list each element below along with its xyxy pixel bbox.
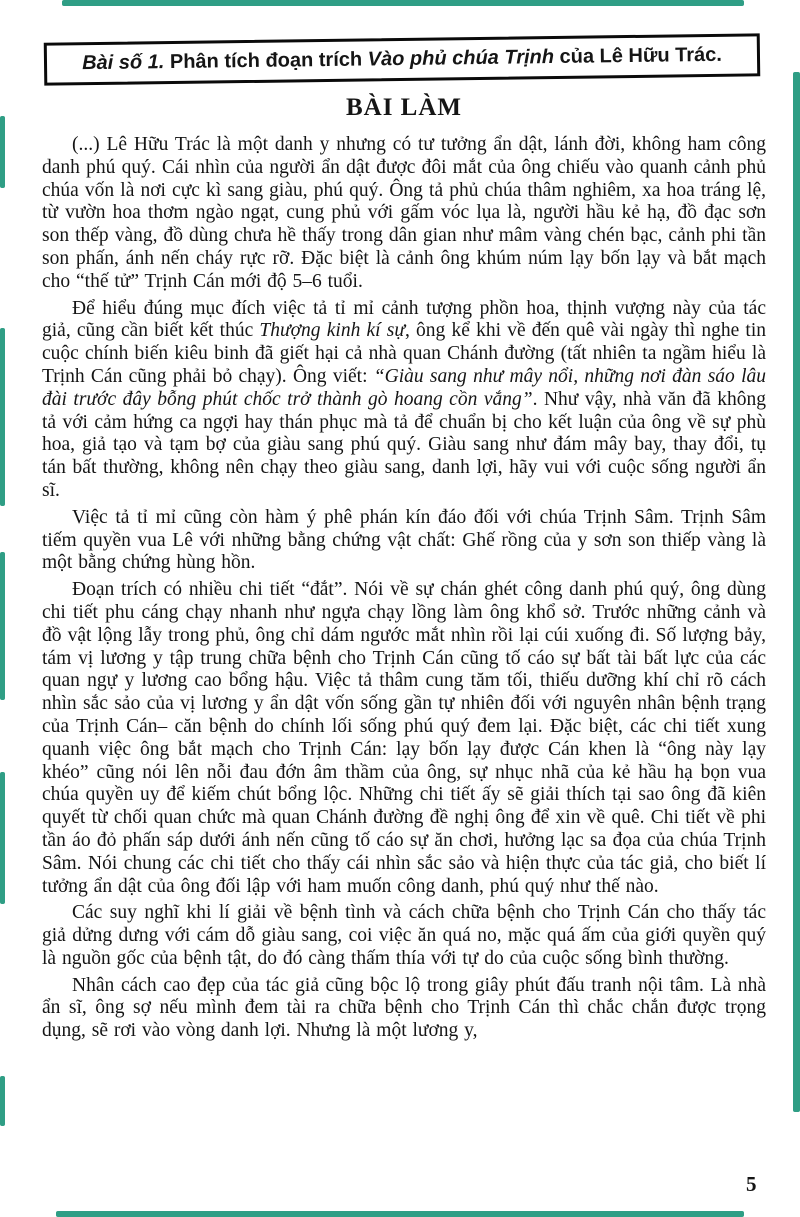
scan-edge-left-segment — [0, 772, 5, 904]
scan-edge-left-segment — [0, 328, 5, 506]
text-run: Phân tích đoạn trích — [164, 48, 368, 74]
text-run: Các suy nghĩ khi lí giải về bệnh tình và cách chữa bệnh cho Trịnh Cán cho thấy tác giả dửng dưng với cám dỗ giàu sang, coi việc ăn quá no, mặc quá ấm của giới quyền quý là nguồn gốc của bệnh tật, do đó càng thấm thía với tự do của cuộc sống bình thường. — [42, 902, 766, 969]
scan-edge-bottom — [56, 1211, 744, 1217]
text-run: của Lê Hữu Trác. — [553, 43, 723, 69]
page-content — [42, 38, 766, 1047]
page-number: 5 — [746, 1172, 757, 1196]
text-run: , ông kể khi về đến quê vài ngày thì nghe tin cuộc chính biến kiêu binh đã giết hại cả nhà quan Chánh đường (tất nhiên ta ngầm hiểu là Trịnh Cán cũng phải bỏ chạy). Ông viết: — [42, 320, 767, 387]
text-run: Vào phủ chúa Trịnh — [367, 46, 555, 71]
text-run: . Như vậy, nhà văn đã không tả với cảm hứng ca ngợi hay thán phục mà tả để chuẩn bị cho kết luận của ông về sự phù hoa, giả tạo và tạm bợ của giàu sang phú quý. Giàu sang như đám mây bay, thay đổi, tụ tán bất thường, không nên chạy theo giàu sang, danh lợi, hãy vui với cuộc sống người ẩn sĩ. — [42, 388, 766, 501]
scan-edge-right — [793, 72, 800, 1112]
scan-edge-left-segment — [0, 116, 5, 188]
text-run: “Giàu sang như mây nổi, những nơi đàn sáo lâu đài trước đây bỗng phút chốc trở thành gò hoang cồn vắng” — [42, 365, 766, 410]
text-run: Để hiểu đúng mục đích việc tả tỉ mỉ cảnh tượng phồn hoa, thịnh vượng này của tác giả, cũng cần biết kết thúc — [42, 297, 766, 342]
essay-paragraph-6 — [42, 975, 766, 1043]
essay-paragraph-5 — [42, 902, 766, 970]
text-run: Bài số 1. — [81, 51, 165, 75]
essay-paragraph-4 — [42, 579, 766, 898]
essay-body — [42, 134, 766, 1043]
essay-paragraph-2 — [42, 298, 766, 503]
text-run: Thượng kinh kí sự — [259, 320, 405, 342]
text-run: (...) Lê Hữu Trác là một danh y nhưng có tư tưởng ẩn dật, lánh đời, không ham công danh phú quý. Cái nhìn của người ẩn dật được đôi mắt của ông chiếu vào quanh cảnh phủ chúa vốn là nơi cực kì sang giàu, phú quý. Ông tả phủ chúa thâm nghiêm, xa hoa tráng lệ, từ vườn hoa thơm ngào ngạt, cung phủ với gấm vóc lụa là, người hầu kẻ hạ, đồ đạc sơn son thếp vàng, đồ dùng chưa hề thấy trong dân gian như mâm vàng chén bạc, cảnh phi tần son phấn, ánh nến cháy rực rỡ. Đặc biệt là cảnh ông khúm núm lạy bốn lạy và bắt mạch cho “thế tử” Trịnh Cán mới độ 5–6 tuổi. — [42, 134, 766, 292]
essay-paragraph-1 — [42, 134, 766, 294]
text-run: Nhân cách cao đẹp của tác giả cũng bộc lộ trong giây phút đấu tranh nội tâm. Là nhà ẩn sĩ, ông sợ nếu mình đem tài ra chữa bệnh cho Trịnh Cán thì chắc chắn được trọng dụng, sẽ rơi vào vòng danh lợi. Nhưng là một lương y, — [42, 974, 766, 1042]
scan-edge-left-segment — [0, 1076, 5, 1126]
scan-edge-left-segment — [0, 552, 5, 700]
assignment-title-box — [44, 33, 761, 85]
scan-edge-top — [62, 0, 744, 6]
text-run: Đoạn trích có nhiều chi tiết “đắt”. Nói về sự chán ghét công danh phú quý, ông dùng chi tiết phu cáng chạy nhanh như ngựa chạy lồng làm ông khổ sở. Trước những cảnh và đồ vật lộng lẫy trong phủ, ông chỉ dám ngước mắt nhìn rồi lại cúi xuống đi. Số lượng bảy, tám vị lương y tập trung chữa bệnh cho Trịnh Cán cũng tố cáo sự bất tài bất lực của các quan ngự y lương cao bổng hậu. Việc tả thâm cung tăm tối, thiếu dưỡng khí chỉ rõ cách nhìn sắc sảo của vị lương y ẩn dật vốn sống gần tự nhiên đối với nguyên nhân bệnh trạng của Trịnh Cán– căn bệnh do chính lối sống phú quý đem lại. Đặc biệt, các chi tiết xung quanh việc ông bắt mạch cho Trịnh Cán: lạy bốn lạy được Cán khen là “ông này lạy khéo” cũng nói lên nỗi đau đớn âm thầm của ông, sự nhục nhã của kẻ hầu hạ bọn vua chúa quyền uy để kiếm chút bổng lộc. Những chi tiết ấy sẽ giải thích tại sao ông đã kiên quyết từ chối quan chức mà quan Chánh đường đề nghị ông để xin về quê. Chi tiết về phi tần áo đỏ phấn sáp dưới ánh nến cũng tố cáo sự ăn chơi, hưởng lạc sa đọa của chúa Trịnh Sâm. Nói chung các chi tiết cho thấy cái nhìn sắc sảo và hiện thực của tác giả, cho biết lí tưởng ẩn dật của ông đối lập với ham muốn công danh, phú quý như thế nào. — [42, 579, 766, 897]
section-title: BÀI LÀM — [345, 94, 463, 121]
essay-paragraph-3 — [42, 507, 766, 575]
text-run: Việc tả tỉ mỉ cũng còn hàm ý phê phán kín đáo đối với chúa Trịnh Sâm. Trịnh Sâm tiếm quyền vua Lê với những bằng chứng vật chất: Ghế rồng của y sơn son thiếp vàng là một bằng chứng hùng hồn. — [42, 506, 766, 574]
